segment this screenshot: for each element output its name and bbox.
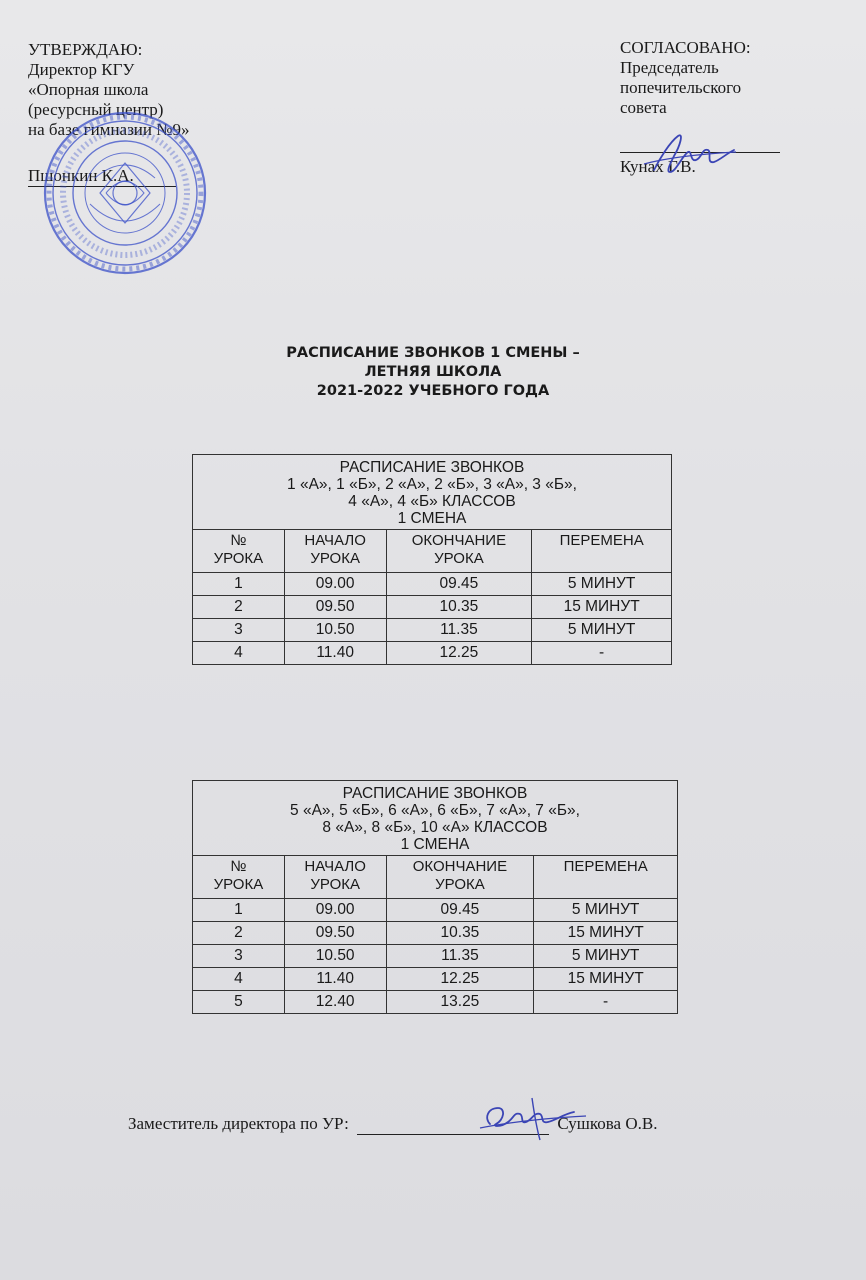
table-row: 3 10.50 11.35 5 МИНУТ: [193, 945, 678, 968]
column-header-end: ОКОНЧАНИЕ УРОКА: [386, 856, 534, 899]
approval-line: (ресурсный центр): [28, 100, 164, 119]
agreement-heading: СОГЛАСОВАНО:: [620, 38, 751, 57]
approval-line: Директор КГУ: [28, 60, 135, 79]
table-row: 1 09.00 09.45 5 МИНУТ: [193, 899, 678, 922]
handwritten-signature: [640, 128, 740, 184]
handwritten-signature: [470, 1094, 590, 1142]
table-row: 4 11.40 12.25 -: [193, 642, 672, 665]
deputy-name: Сушкова О.В.: [557, 1114, 658, 1133]
agreement-line: Председатель: [620, 58, 719, 77]
agreement-line: попечительского: [620, 78, 742, 97]
table-caption: РАСПИСАНИЕ ЗВОНКОВ 5 «А», 5 «Б», 6 «А», 6 «Б», 7 «А», 7 «Б», 8 «А», 8 «Б», 10 «А» КЛАССОВ 1 СМЕНА: [193, 781, 678, 856]
column-header-num: № УРОКА: [193, 530, 285, 573]
agreement-signature-name: Кунах Г.В.: [620, 157, 696, 176]
approval-heading: УТВЕРЖДАЮ:: [28, 40, 143, 59]
approval-line: на базе гимназии №9»: [28, 120, 190, 139]
column-header-break: ПЕРЕМЕНА: [534, 856, 678, 899]
table-row: 5 12.40 13.25 -: [193, 991, 678, 1014]
column-header-start: НАЧАЛО УРОКА: [284, 856, 386, 899]
approval-signature-name: Пшонкин К.А.: [28, 166, 176, 187]
title-line: ЛЕТНЯЯ ШКОЛА: [364, 364, 502, 380]
round-stamp: [40, 108, 210, 278]
title-line: 2021-2022 УЧЕБНОГО ГОДА: [316, 383, 550, 399]
table-row: 1 09.00 09.45 5 МИНУТ: [193, 573, 672, 596]
column-header-num: № УРОКА: [193, 856, 285, 899]
approval-line: «Опорная школа: [28, 80, 149, 99]
document-title: [0, 344, 866, 401]
column-header-break: ПЕРЕМЕНА: [532, 530, 672, 573]
table-caption: РАСПИСАНИЕ ЗВОНКОВ 1 «А», 1 «Б», 2 «А», 2 «Б», 3 «А», 3 «Б», 4 «А», 4 «Б» КЛАССОВ 1 СМЕНА: [193, 455, 672, 530]
table-row: 2 09.50 10.35 15 МИНУТ: [193, 596, 672, 619]
title-line: РАСПИСАНИЕ ЗВОНКОВ 1 СМЕНЫ –: [286, 345, 580, 361]
column-header-start: НАЧАЛО УРОКА: [284, 530, 386, 573]
column-header-end: ОКОНЧАНИЕ УРОКА: [386, 530, 532, 573]
deputy-label: Заместитель директора по УР:: [128, 1114, 349, 1133]
table-row: 3 10.50 11.35 5 МИНУТ: [193, 619, 672, 642]
schedule-table-primary: [192, 454, 672, 665]
table-row: 2 09.50 10.35 15 МИНУТ: [193, 922, 678, 945]
table-row: 4 11.40 12.25 15 МИНУТ: [193, 968, 678, 991]
agreement-line: совета: [620, 98, 667, 117]
schedule-table-secondary: [192, 780, 678, 1014]
